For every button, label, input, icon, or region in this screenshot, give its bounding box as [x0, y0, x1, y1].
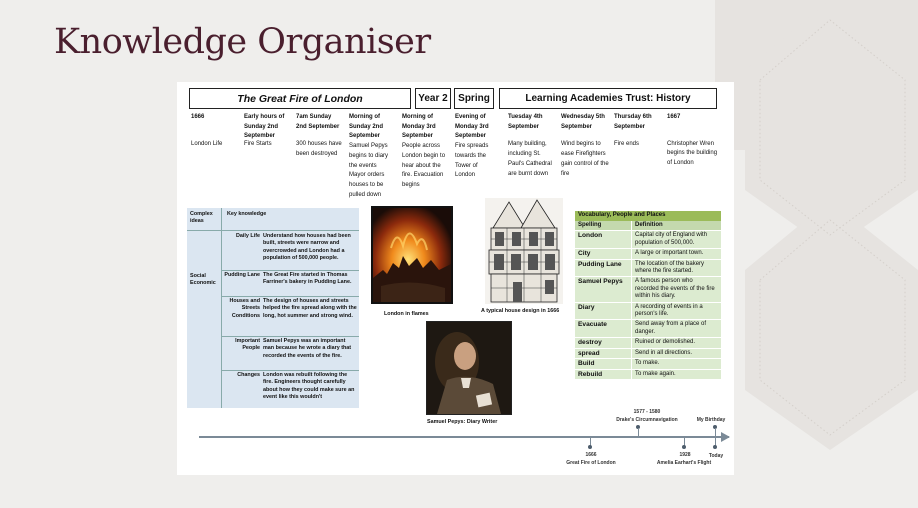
knowledge-row-label: Changes: [237, 372, 260, 378]
knowledge-row-label: Pudding Lane: [224, 272, 260, 278]
knowledge-row-label: Daily Life: [236, 233, 260, 239]
vocab-word: City: [575, 249, 632, 258]
vocab-word: destroy: [575, 338, 632, 347]
timeline-col-7: [508, 113, 556, 179]
vocab-col-definition: Definition: [635, 222, 663, 228]
timeline-col-head: Early hours of Sunday 2nd September: [244, 114, 285, 140]
marker-1928: [682, 445, 686, 449]
vocab-row: [575, 248, 721, 258]
event-drake-label: Drake's Circumnavigation: [616, 417, 678, 423]
vocab-definition: A large or important town.: [635, 250, 704, 257]
flames-caption: London in flames: [384, 311, 429, 317]
timeline-col-body: Fire spreads towards the Tower of London: [455, 143, 489, 179]
timeline-arrow-icon: [721, 432, 731, 442]
timeline-col-2: [244, 113, 290, 150]
samuel-pepys-portrait: [426, 321, 512, 415]
vocab-definition: A recording of events in a person's life.: [635, 303, 703, 318]
timeline-col-5: [402, 113, 450, 191]
knowledge-row-label: Houses and Streets Conditions: [229, 298, 260, 319]
vocab-row: [575, 276, 721, 301]
vocab-row: [575, 302, 721, 320]
timeline-col-8: [561, 113, 609, 179]
knowledge-row-text: The Great Fire started in Thomas Farriner's bakery in Pudding Lane.: [263, 272, 352, 286]
timeline-col-body: Many building, including St. Paul's Cathedral are burnt down: [508, 141, 552, 177]
timeline-col-3: [296, 113, 342, 160]
history-timeline-axis: [199, 436, 729, 438]
vocab-row: [575, 358, 721, 368]
complex-ideas-header: Complex ideas: [190, 211, 213, 225]
vocab-row: [575, 369, 721, 379]
vocab-definition: Ruined or demolished.: [635, 339, 696, 346]
timeline-col-head: Evening of Monday 3rd September: [455, 114, 489, 140]
event-birthday-label: My Birthday: [696, 417, 726, 423]
vocab-word: Samuel Pepys: [575, 277, 632, 301]
pepys-caption: Samuel Pepys: Diary Writer: [427, 419, 498, 425]
knowledge-organiser-document: [177, 82, 734, 475]
vocab-word: Evacuate: [575, 320, 632, 337]
slide-title: Knowledge Organiser: [54, 22, 431, 62]
typical-house-image: [485, 198, 563, 304]
term-badge: Spring: [454, 88, 494, 109]
knowledge-row-text: The design of houses and streets helped the fire spread along with the long, hot summer and strong wind.: [263, 298, 357, 319]
vocab-word: London: [575, 231, 632, 248]
key-knowledge-table: [187, 208, 359, 408]
vocab-definition: Capital city of England with population of 500,000.: [635, 232, 708, 246]
tick-birthday: [715, 428, 716, 436]
timeline-col-6: [455, 113, 499, 181]
timeline-col-body: 300 houses have been destroyed: [296, 141, 342, 158]
timeline-col-head: Thursday 6th September: [614, 114, 652, 130]
event-1928-label: Amelia Earhart's Flight: [656, 460, 712, 466]
vocab-definition: Send in all directions.: [635, 349, 693, 356]
knowledge-row-label: Important People: [235, 338, 260, 352]
timeline-col-head: Morning of Sunday 2nd September: [349, 114, 384, 140]
vocab-col-spelling: Spelling: [575, 221, 632, 230]
knowledge-row-text: Understand how houses had been built, streets were narrow and overcrowded and London had a population of 500,000 people.: [263, 233, 351, 261]
knowledge-row-text: London was rebuilt following the fire. Engineers thought carefully about how they could make sure an event like this wouldn't: [263, 372, 355, 400]
vocab-word: Build: [575, 359, 632, 368]
event-1666-year: 1666: [585, 452, 597, 458]
trust-title: Learning Academies Trust: History: [499, 88, 717, 109]
vocab-row: [575, 348, 721, 358]
timeline-col-head: 1666: [191, 114, 205, 120]
vocab-row: [575, 230, 721, 248]
vocab-row: [575, 319, 721, 337]
topic-title: The Great Fire of London: [189, 88, 411, 109]
timeline-col-body: Fire ends: [614, 141, 640, 148]
vocab-word: Diary: [575, 303, 632, 320]
year-badge: Year 2: [415, 88, 451, 109]
timeline-col-1: [191, 113, 243, 149]
timeline-col-body: Samuel Pepys begins to diary the events Mayor orders houses to be pulled down: [349, 143, 389, 198]
marker-today: [713, 445, 717, 449]
event-1666-label: Great Fire of London: [566, 460, 616, 466]
timeline-col-10: [667, 113, 721, 169]
house-caption: A typical house design in 1666: [481, 308, 560, 314]
london-in-flames-image: [371, 206, 453, 304]
vocab-definition: The location of the bakery where the fire started.: [635, 260, 705, 275]
timeline-col-4: [349, 113, 395, 200]
complex-idea-label: Social Economic: [190, 273, 216, 287]
timeline-col-9: [614, 113, 658, 150]
vocab-definition: A famous person who recorded the events of the fire within his diary.: [635, 278, 715, 300]
key-knowledge-header: Key knowledge: [227, 211, 267, 217]
timeline-col-head: Morning of Monday 3rd September: [402, 114, 436, 140]
vocab-definition: To make.: [635, 360, 660, 367]
vocab-word: Pudding Lane: [575, 260, 632, 277]
event-today-label: Today: [708, 453, 724, 459]
vocabulary-table: [575, 211, 721, 379]
vocab-word: spread: [575, 349, 632, 358]
knowledge-row-text: Samuel Pepys was an important man because he wrote a diary that recorded the events of the fire.: [263, 338, 352, 359]
timeline-col-head: 7am Sunday 2nd September: [296, 114, 340, 130]
vocab-row: [575, 337, 721, 347]
timeline-col-body: Christopher Wren begins the building of London: [667, 140, 718, 167]
timeline-col-head: Tuesday 4th September: [508, 114, 543, 130]
vocab-column-headers: [575, 221, 721, 230]
marker-1666: [588, 445, 592, 449]
event-1928-year: 1928: [679, 452, 691, 458]
timeline-col-head: 1667: [667, 114, 681, 120]
timeline-col-body: Fire Starts: [244, 141, 272, 148]
tick-drake: [638, 428, 639, 436]
event-drake-year: 1577 - 1580: [633, 409, 661, 415]
vocab-title: Vocabulary, People and Places: [575, 211, 721, 221]
vocab-word: Rebuild: [575, 370, 632, 379]
timeline-col-body: London Life: [191, 140, 223, 147]
timeline-col-head: Wednesday 5th September: [561, 114, 605, 130]
timeline-col-body: People across London begin to hear about the fire. Evacuation begins: [402, 143, 446, 188]
timeline-col-body: Wind begins to ease Firefighters gain control of the fire: [561, 141, 609, 177]
vocab-definition: Send away from a place of danger.: [635, 321, 707, 335]
vocab-definition: To make again.: [635, 370, 676, 377]
vocab-row: [575, 259, 721, 277]
